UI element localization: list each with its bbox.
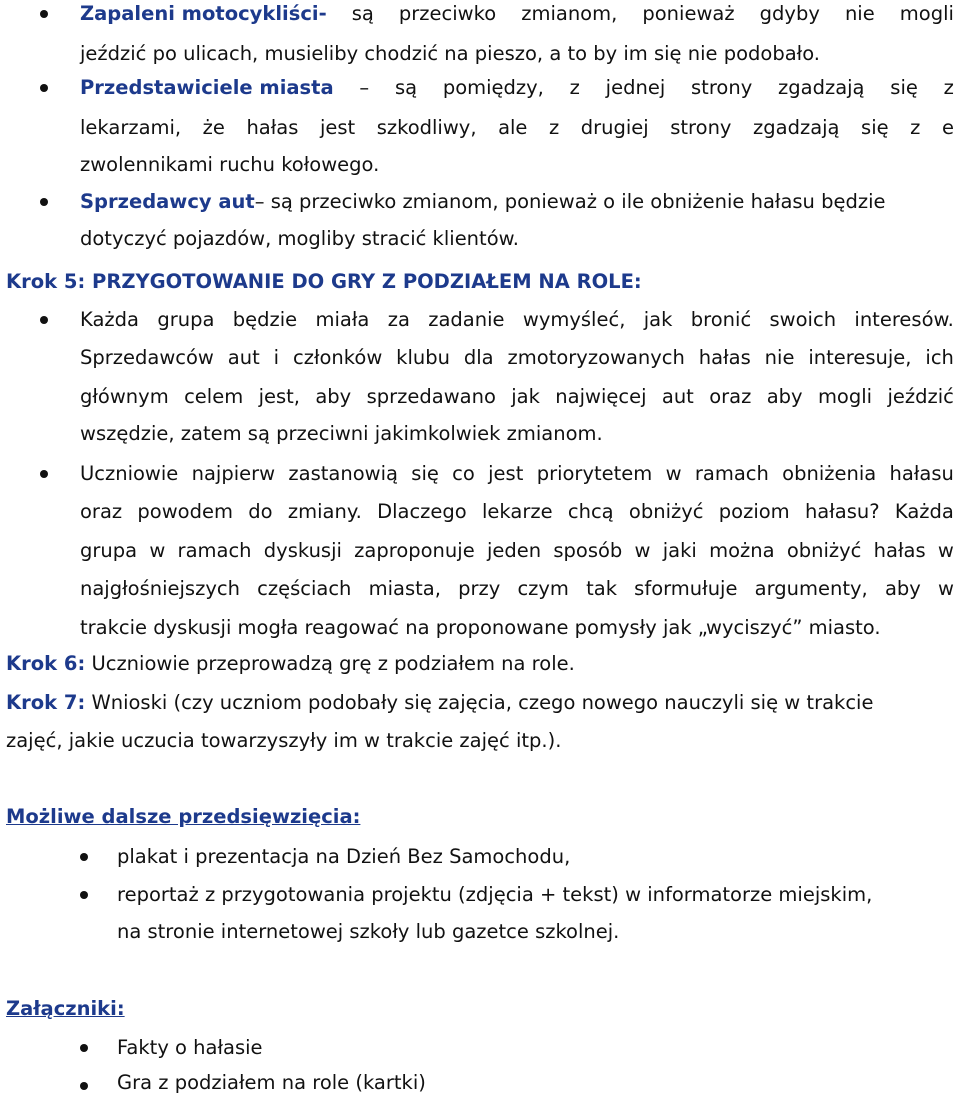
word: nie <box>844 2 875 25</box>
word: tak <box>586 577 617 600</box>
word: jeździć <box>887 385 954 408</box>
word: hałas <box>698 346 751 369</box>
word: przy <box>458 577 501 600</box>
word: jaki <box>662 539 697 562</box>
word: Dlaczego <box>377 500 467 523</box>
word: sposób <box>553 539 623 562</box>
krok6-line <box>6 650 575 678</box>
word: grupa <box>80 539 138 562</box>
word: głównym <box>80 385 169 408</box>
word: ponieważ <box>642 2 735 25</box>
word: w <box>937 577 954 600</box>
word: i <box>273 346 280 369</box>
word: z <box>910 116 921 139</box>
word: w <box>149 539 166 562</box>
word: celem <box>184 385 244 408</box>
para4-line1 <box>80 306 954 334</box>
word: jest <box>488 462 524 485</box>
bullet-icon <box>80 1044 88 1052</box>
word: zaproponuje <box>354 539 475 562</box>
word: obniżyć <box>628 500 704 523</box>
dalsze-item-1: plakat i prezentacja na Dzień Bez Samochodu, <box>117 845 571 868</box>
word: zmotoryzowanych <box>507 346 685 369</box>
zalaczniki-item-1: Fakty o hałasie <box>117 1036 263 1059</box>
word: oraz <box>80 500 123 523</box>
word: zadanie <box>428 308 505 331</box>
word: wymyśleć, <box>522 308 626 331</box>
word: strony <box>670 116 732 139</box>
word: się <box>890 76 918 99</box>
para2-line1 <box>80 74 954 102</box>
krok6-text: Uczniowie przeprowadzą grę z podziałem na role. <box>85 652 575 675</box>
word: zgadzają <box>753 116 840 139</box>
word: sformułuje <box>634 577 738 600</box>
word: przeciwko <box>398 2 497 25</box>
word: są <box>351 2 374 25</box>
word: ich <box>925 346 954 369</box>
para2-line3: zwolennikami ruchu kołowego. <box>80 153 380 176</box>
word: mogli <box>817 385 873 408</box>
krok7-label: Krok 7: <box>6 691 86 714</box>
bullet-icon <box>40 10 48 18</box>
word: aby <box>766 385 803 408</box>
word: jednej <box>605 76 666 99</box>
word: poziom <box>718 500 790 523</box>
word: aut <box>227 346 260 369</box>
bullet-icon <box>40 470 48 478</box>
word: powodem <box>137 500 233 523</box>
word: hałas <box>873 539 926 562</box>
word: zmiany. <box>287 500 362 523</box>
word: interesuje, <box>808 346 912 369</box>
word: chcą <box>567 500 614 523</box>
krok5-heading: Krok 5: PRZYGOTOWANIE DO GRY Z PODZIAŁEM NA ROLE: <box>6 270 642 293</box>
word: się <box>411 462 439 485</box>
word: oraz <box>709 385 752 408</box>
word: sprzedawano <box>366 385 496 408</box>
para5-line1 <box>80 460 954 488</box>
word: grupa <box>157 308 215 331</box>
para3-line2: dotyczyć pojazdów, mogliby stracić klientów. <box>80 227 519 250</box>
word: najpierw <box>191 462 276 485</box>
word: co <box>452 462 475 485</box>
word: zastanowią <box>288 462 398 485</box>
word: z <box>548 116 560 139</box>
krok6-label: Krok 6: <box>6 652 86 675</box>
word: miasta, <box>368 577 441 600</box>
word: aut <box>661 385 694 408</box>
word: pomiędzy, <box>442 76 544 99</box>
para3-line1 <box>80 188 886 216</box>
krok7-line1 <box>6 689 873 717</box>
word: najwięcej <box>555 385 647 408</box>
word: swoich <box>769 308 837 331</box>
word: w <box>665 462 682 485</box>
word: jest <box>319 116 356 139</box>
word: czym <box>517 577 569 600</box>
word: hałas <box>246 116 299 139</box>
bullet-icon <box>40 198 48 206</box>
para5-line4 <box>80 575 954 603</box>
word: nie <box>764 346 795 369</box>
word: z <box>943 76 954 99</box>
word: lekarzami, <box>80 116 182 139</box>
word: jest, <box>258 385 300 408</box>
para3-lead: Sprzedawcy aut <box>80 190 255 213</box>
word: dyskusji <box>263 539 342 562</box>
word: że <box>202 116 225 139</box>
word: aby <box>315 385 352 408</box>
word: ramach <box>694 462 769 485</box>
word: hałasu <box>889 462 954 485</box>
word: do <box>248 500 273 523</box>
word: argumenty, <box>754 577 868 600</box>
bullet-icon <box>80 1082 88 1090</box>
word: interesów. <box>854 308 954 331</box>
word: – <box>359 76 370 99</box>
word: za <box>387 308 410 331</box>
bullet-icon <box>80 853 88 861</box>
para1-lead: Zapaleni motocykliści- <box>80 2 327 25</box>
word: miała <box>315 308 370 331</box>
section-heading-dalsze: Możliwe dalsze przedsięwzięcia: <box>6 805 361 828</box>
word: najgłośniejszych <box>80 577 240 600</box>
para4-line2 <box>80 344 954 372</box>
word: można <box>709 539 775 562</box>
word: szkodliwy, <box>376 116 477 139</box>
word: jak <box>511 385 540 408</box>
section-heading-zalaczniki: Załączniki: <box>6 997 125 1020</box>
word: obniżyć <box>786 539 862 562</box>
word: zmianom, <box>521 2 618 25</box>
word: członków <box>293 346 383 369</box>
word: lekarze <box>482 500 553 523</box>
para5-line3 <box>80 537 954 565</box>
word: Sprzedawców <box>80 346 214 369</box>
bullet-icon <box>40 84 48 92</box>
bullet-icon <box>80 891 88 899</box>
word: aby <box>884 577 921 600</box>
word: są <box>394 76 418 99</box>
para5-line2 <box>80 498 954 526</box>
zalaczniki-item-2: Gra z podziałem na role (kartki) <box>117 1071 426 1094</box>
word: e <box>941 116 954 139</box>
para4-line3 <box>80 383 954 411</box>
word: ramach <box>177 539 252 562</box>
word: się <box>861 116 889 139</box>
word: ale <box>498 116 528 139</box>
word: gdyby <box>759 2 820 25</box>
word: strony <box>691 76 753 99</box>
word: z <box>569 76 580 99</box>
word: Uczniowie <box>80 462 179 485</box>
bullet-icon <box>40 316 48 324</box>
para5-line5: trakcie dyskusji mogła reagować na proponowane pomysły jak „wyciszyć” miasto. <box>80 616 881 639</box>
para1-line2: jeździć po ulicach, musieliby chodzić na pieszo, a to by im się nie podobało. <box>80 42 820 65</box>
word: drugiej <box>580 116 649 139</box>
para2-line2 <box>80 114 954 142</box>
para1-line1 <box>80 0 954 28</box>
word: dla <box>463 346 494 369</box>
word: hałasu? <box>804 500 880 523</box>
word: klubu <box>396 346 450 369</box>
para3-rest: – są przeciwko zmianom, ponieważ o ile obniżenie hałasu będzie <box>254 190 886 213</box>
dalsze-item-2-line1: reportaż z przygotowania projektu (zdjęcia + tekst) w informatorze miejskim, <box>117 883 873 906</box>
word: Każda <box>80 308 139 331</box>
word: jak <box>643 308 673 331</box>
krok7-line2: zajęć, jakie uczucia towarzyszyły im w trakcie zajęć itp.). <box>6 729 562 752</box>
krok7-text-1: Wnioski (czy uczniom podobały się zajęcia, czego nowego nauczyli się w trakcie <box>85 691 874 714</box>
word: jeden <box>486 539 542 562</box>
para4-line4: wszędzie, zatem są przeciwni jakimkolwiek zmianom. <box>80 422 603 445</box>
word: w <box>937 539 954 562</box>
word: mogli <box>899 2 954 25</box>
word: częściach <box>257 577 352 600</box>
word: priorytetem <box>536 462 653 485</box>
word: będzie <box>232 308 298 331</box>
word: w <box>634 539 651 562</box>
para2-lead: Przedstawiciele miasta <box>80 76 334 99</box>
word: obniżenia <box>782 462 877 485</box>
dalsze-item-2-line2: na stronie internetowej szkoły lub gazetce szkolnej. <box>117 920 620 943</box>
word: bronić <box>690 308 752 331</box>
word: Każda <box>894 500 954 523</box>
word: zgadzają <box>778 76 865 99</box>
